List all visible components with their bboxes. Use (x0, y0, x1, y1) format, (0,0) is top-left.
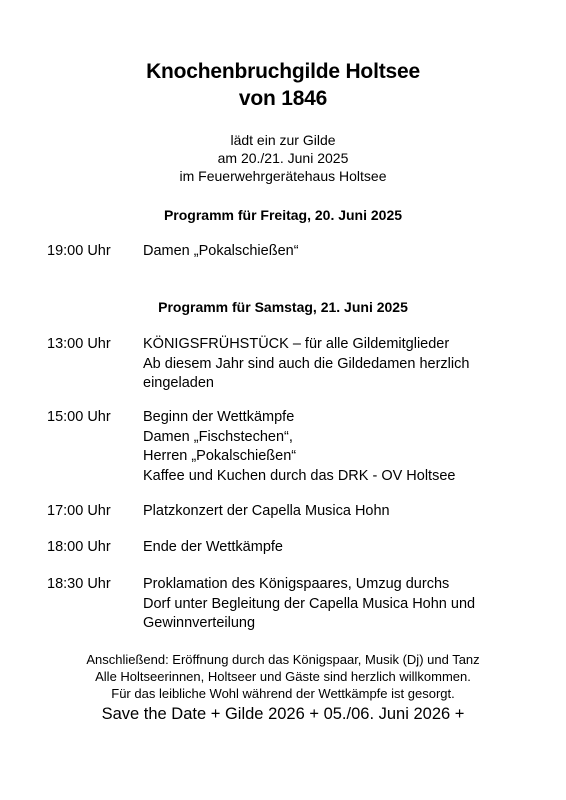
description-line: Proklamation des Königspaares, Umzug durchs (143, 576, 450, 592)
intro-line-1: lädt ein zur Gilde (230, 132, 336, 148)
schedule-description (143, 502, 546, 522)
schedule-time: 13:00 Uhr (47, 336, 111, 352)
schedule-row (47, 408, 546, 486)
description-line: Kaffee und Kuchen durch das DRK - OV Holtsee (143, 467, 456, 484)
schedule-time: 19:00 Uhr (47, 243, 111, 259)
schedule-row (47, 538, 546, 558)
title-line-2: von 1846 (238, 87, 328, 110)
intro-text (0, 131, 566, 185)
description-line: Ende der Wettkämpfe (143, 539, 283, 555)
schedule-row (47, 242, 546, 262)
description-line: Damen „Fischstechen“, (143, 428, 293, 445)
description-line: Dorf unter Begleitung der Capella Musica Hohn und (143, 595, 476, 612)
description-line: eingeladen (143, 375, 214, 391)
schedule-time: 15:00 Uhr (47, 409, 111, 425)
description-line: Damen „Pokalschießen“ (143, 243, 299, 259)
page-title (0, 58, 566, 112)
footer-line-3: Für das leibliche Wohl während der Wettkämpfe ist gesorgt. (111, 686, 455, 701)
schedule-row (47, 335, 546, 394)
description-line: Gewinnverteilung (143, 615, 256, 631)
schedule-description (143, 408, 546, 486)
schedule-time: 18:00 Uhr (47, 539, 111, 555)
intro-line-3: im Feuerwehrgerätehaus Holtsee (179, 168, 387, 184)
schedule-description (143, 575, 546, 634)
saturday-heading: Programm für Samstag, 21. Juni 2025 (158, 299, 408, 315)
schedule-row (47, 502, 546, 522)
save-the-date: Save the Date + Gilde 2026 + 05./06. Juni 2026 + (101, 705, 465, 723)
friday-heading: Programm für Freitag, 20. Juni 2025 (163, 207, 403, 223)
description-line: Ab diesem Jahr sind auch die Gildedamen herzlich (143, 355, 470, 372)
schedule-description (143, 538, 546, 558)
footer-notes (0, 651, 566, 702)
description-line: KÖNIGSFRÜHSTÜCK – für alle Gildemitglieder (143, 336, 450, 352)
title-line-1: Knochenbruchgilde Holtsee (146, 60, 420, 83)
schedule-description (143, 335, 546, 394)
intro-line-2: am 20./21. Juni 2025 (217, 150, 349, 166)
description-line: Herren „Pokalschießen“ (143, 448, 297, 464)
description-line: Beginn der Wettkämpfe (143, 409, 295, 425)
schedule-description (143, 242, 546, 262)
schedule-time: 17:00 Uhr (47, 503, 111, 519)
footer-line-1: Anschließend: Eröffnung durch das Königspaar, Musik (Dj) und Tanz (86, 652, 480, 667)
schedule-row (47, 575, 546, 634)
schedule-time: 18:30 Uhr (47, 576, 111, 592)
description-line: Platzkonzert der Capella Musica Hohn (143, 503, 390, 519)
footer-line-2: Alle Holtseerinnen, Holtseer und Gäste sind herzlich willkommen. (95, 669, 471, 684)
